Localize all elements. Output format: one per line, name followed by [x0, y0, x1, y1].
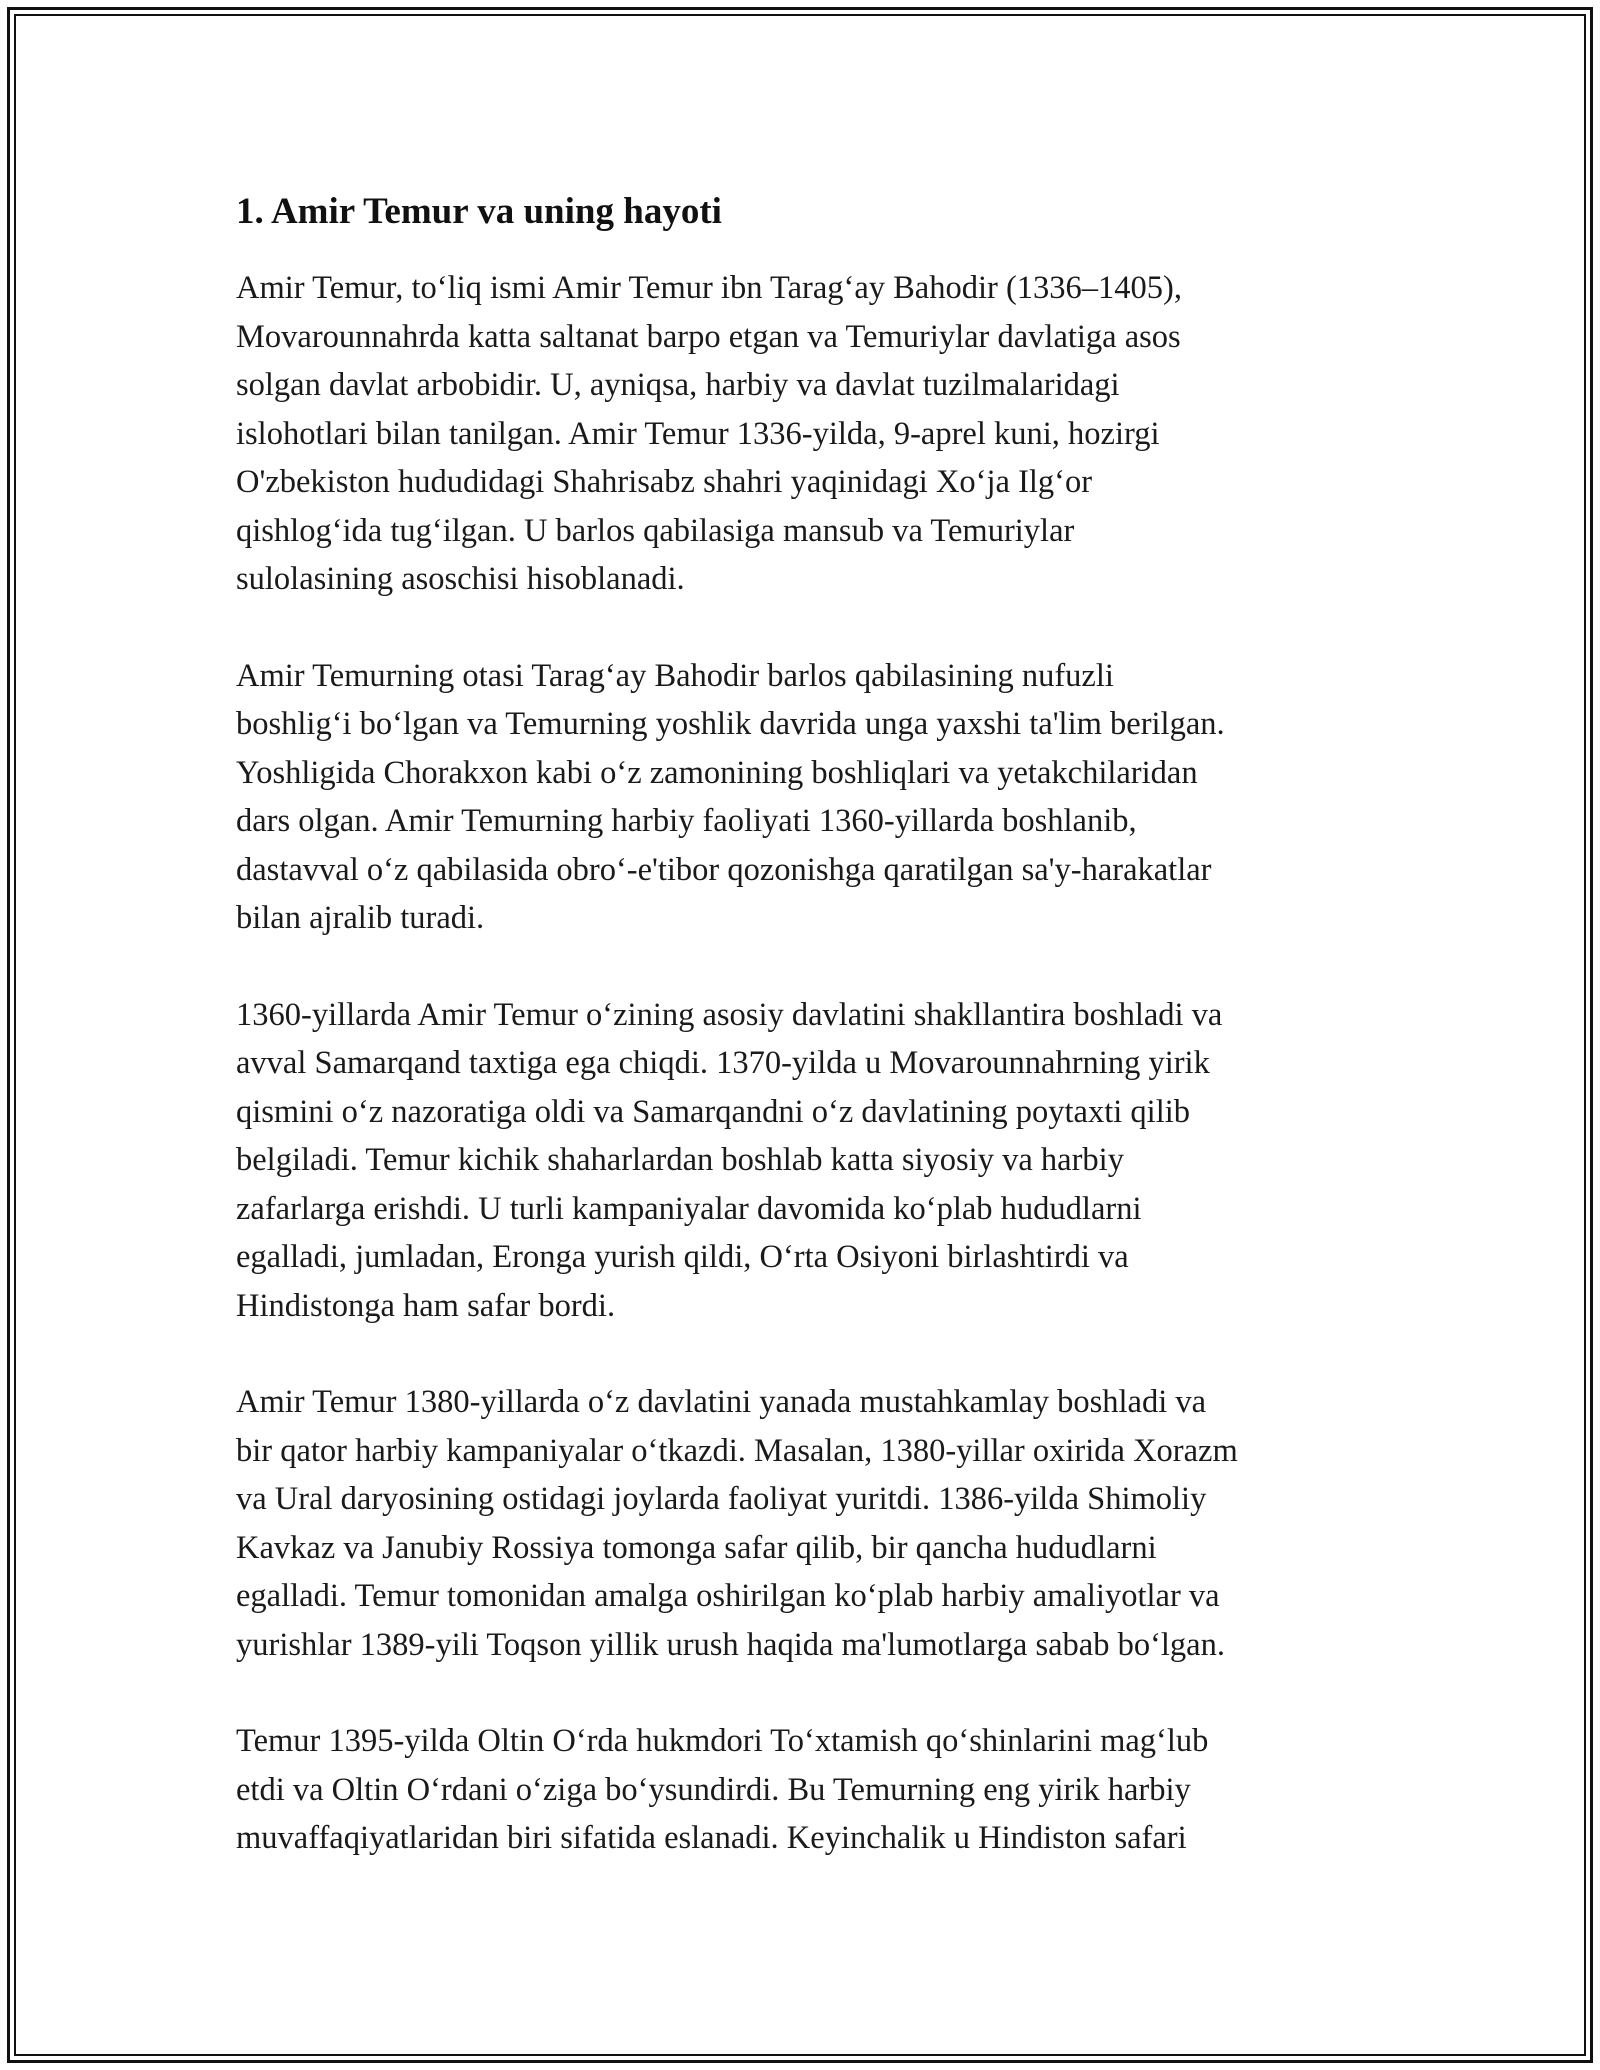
paragraph-2: Amir Temurning otasi Tarag‘ay Bahodir barlos qabilasining nufuzli boshlig‘i bo‘lgan va Temurning yoshlik davrida unga yaxshi ta'lim berilgan. Yoshligida Chorakxon kabi o‘z zamonining boshliqlari va yetakchilaridan dars olgan. Amir Temurning harbiy faoliyati 1360-yillarda boshlanib, dastavval o‘z qabilasida obro‘-e'tibor qozonishga qaratilgan sa'y-harakatlar bilan ajralib turadi.: [236, 657, 1225, 936]
paragraph-5: Temur 1395-yilda Oltin O‘rda hukmdori To‘xtamish qo‘shinlarini mag‘lub etdi va Oltin O‘rdani o‘ziga bo‘ysundirdi. Bu Temurning eng yirik harbiy muvaffaqiyatlaridan biri sifatida eslanadi. Keyinchalik u Hindiston safari: [236, 1723, 1209, 1856]
paragraph-3: 1360-yillarda Amir Temur o‘zining asosiy davlatini shakllantira boshladi va avval Samarqand taxtiga ega chiqdi. 1370-yilda u Movarounnahrning yirik qismini o‘z nazoratiga oldi va Samarqandni o‘z davlatining poytaxti qilib belgiladi. Temur kichik shaharlardan boshlab katta siyosiy va harbiy zafarlarga erishdi. U turli kampaniyalar davomida ko‘plab hududlarni egalladi, jumladan, Eronga yurish qildi, O‘rta Osiyoni birlashtirdi va Hindistonga ham safar bordi.: [236, 996, 1223, 1324]
document-body: [236, 188, 1376, 1911]
section-heading: 1. Amir Temur va uning hayoti: [236, 191, 722, 232]
paragraph-1: Amir Temur, to‘liq ismi Amir Temur ibn Tarag‘ay Bahodir (1336–1405), Movarounnahrda katta saltanat barpo etgan va Temuriylar davlatiga asos solgan davlat arbobidir. U, ayniqsa, harbiy va davlat tuzilmalaridagi islohotlari bilan tanilgan. Amir Temur 1336-yilda, 9-aprel kuni, hozirgi O'zbekiston hududidagi Shahrisabz shahri yaqinidagi Xo‘ja Ilg‘or qishlog‘ida tug‘ilgan. U barlos qabilasiga mansub va Temuriylar sulolasining asoschisi hisoblanadi.: [236, 270, 1182, 597]
paragraph-4: Amir Temur 1380-yillarda o‘z davlatini yanada mustahkamlay boshladi va bir qator harbiy kampaniyalar o‘tkazdi. Masalan, 1380-yillar oxirida Xorazm va Ural daryosining ostidagi joylarda faoliyat yuritdi. 1386-yilda Shimoliy Kavkaz va Janubiy Rossiya tomonga safar qilib, bir qancha hududlarni egalladi. Temur tomonidan amalga oshirilgan ko‘plab harbiy amaliyotlar va yurishlar 1389-yili Toqson yillik urush haqida ma'lumotlarga sabab bo‘lgan.: [236, 1384, 1238, 1663]
